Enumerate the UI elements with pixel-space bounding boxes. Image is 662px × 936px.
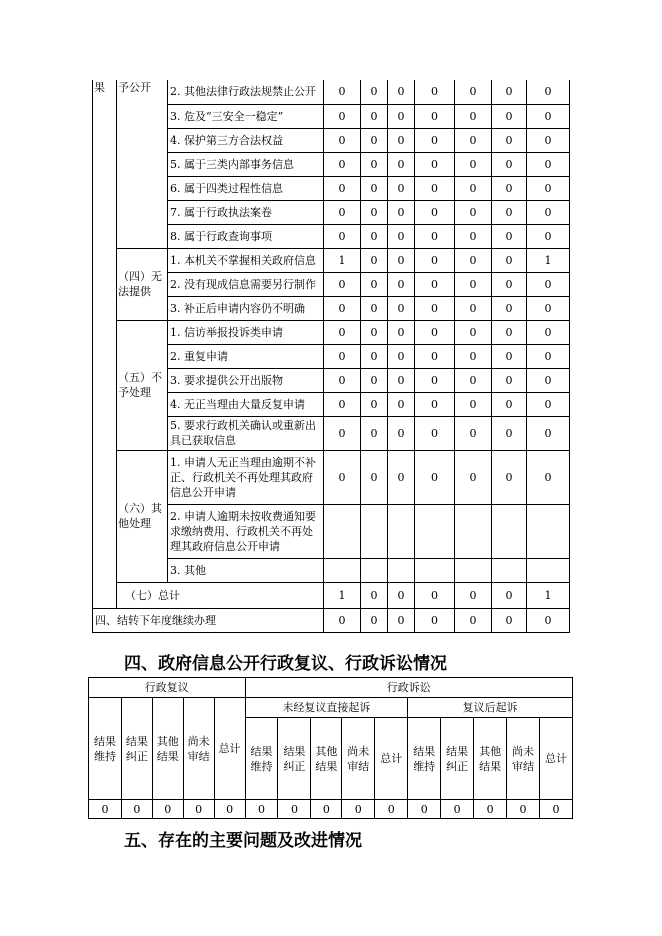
value-cell: 0: [152, 800, 183, 819]
value-cell: [324, 504, 361, 558]
sub4-label: （四）无法提供: [117, 248, 168, 320]
value-cell: [415, 558, 455, 582]
value-cell: 0: [388, 392, 415, 416]
value-cell: 0: [311, 800, 342, 819]
value-cell: 0: [388, 104, 415, 128]
value-cell: 0: [527, 104, 570, 128]
row-label: 1. 申请人无正当理由逾期不补正、行政机关不再处理其政府信息公开申请: [168, 450, 324, 504]
value-cell: 0: [455, 344, 492, 368]
direct-col-other: 其他结果: [311, 718, 342, 800]
sub6-label: （六）其他处理: [117, 450, 168, 582]
total-row: [93, 582, 570, 608]
value-cell: 0: [455, 176, 492, 200]
value-cell: 0: [492, 582, 527, 608]
value-cell: 0: [455, 80, 492, 104]
value-cell: 0: [324, 320, 361, 344]
value-cell: 0: [455, 582, 492, 608]
value-cell: 0: [527, 128, 570, 152]
direct-col-maintain: 结果维持: [245, 718, 278, 800]
review-col-maintain: 结果维持: [89, 698, 122, 800]
value-cell: 0: [388, 272, 415, 296]
value-cell: 0: [324, 344, 361, 368]
value-cell: 0: [388, 176, 415, 200]
value-cell: 0: [415, 368, 455, 392]
table-row: [93, 80, 570, 104]
value-cell: [324, 558, 361, 582]
value-cell: [527, 558, 570, 582]
value-cell: 0: [455, 416, 492, 450]
value-cell: 0: [408, 800, 441, 819]
value-cell: [361, 504, 388, 558]
table-row: [93, 450, 570, 504]
value-cell: 0: [492, 80, 527, 104]
value-cell: 0: [492, 392, 527, 416]
value-cell: 0: [388, 200, 415, 224]
value-cell: 0: [415, 248, 455, 272]
carry-over-label: 四、结转下年度继续办理: [93, 608, 324, 632]
value-cell: 0: [455, 104, 492, 128]
row-label: 4. 保护第三方合法权益: [168, 128, 324, 152]
value-cell: 0: [415, 582, 455, 608]
value-cell: 0: [441, 800, 474, 819]
value-cell: 0: [324, 416, 361, 450]
value-cell: 0: [324, 392, 361, 416]
value-cell: 0: [507, 800, 540, 819]
value-cell: 0: [415, 344, 455, 368]
after-col-total: 总计: [540, 718, 573, 800]
value-cell: 0: [455, 248, 492, 272]
row-label: 2. 其他法律行政法规禁止公开: [168, 80, 324, 104]
value-cell: 0: [342, 800, 375, 819]
direct-col-pending: 尚未审结: [342, 718, 375, 800]
value-cell: 0: [527, 224, 570, 248]
value-cell: 0: [324, 296, 361, 320]
value-cell: 0: [492, 368, 527, 392]
review-litigation-table: [88, 677, 573, 819]
direct-col-total: 总计: [375, 718, 408, 800]
value-cell: 0: [415, 128, 455, 152]
value-cell: 0: [455, 128, 492, 152]
value-cell: 0: [361, 152, 388, 176]
value-cell: 0: [527, 80, 570, 104]
row-label: 2. 重复申请: [168, 344, 324, 368]
row-label: 6. 属于四类过程性信息: [168, 176, 324, 200]
value-cell: 0: [361, 248, 388, 272]
value-cell: 0: [415, 320, 455, 344]
value-cell: 0: [527, 416, 570, 450]
value-cell: 0: [415, 608, 455, 632]
value-cell: 1: [527, 582, 570, 608]
value-cell: 0: [527, 272, 570, 296]
value-cell: 0: [415, 176, 455, 200]
value-cell: 0: [492, 344, 527, 368]
value-cell: [415, 504, 455, 558]
value-cell: 0: [388, 582, 415, 608]
value-cell: 0: [492, 450, 527, 504]
value-cell: 0: [361, 392, 388, 416]
litigation-header: 行政诉讼: [245, 678, 572, 698]
value-cell: 0: [492, 176, 527, 200]
value-cell: 0: [492, 248, 527, 272]
section4-title: 四、政府信息公开行政复议、行政诉讼情况: [124, 654, 447, 674]
value-cell: 0: [278, 800, 311, 819]
value-cell: 0: [527, 344, 570, 368]
sub3-label: 予公开: [117, 80, 168, 248]
carry-over-row: [93, 608, 570, 632]
value-cell: 0: [455, 320, 492, 344]
value-cell: 1: [324, 248, 361, 272]
direct-col-correct: 结果纠正: [278, 718, 311, 800]
value-cell: [492, 504, 527, 558]
value-cell: [492, 558, 527, 582]
value-cell: 0: [324, 608, 361, 632]
value-cell: 0: [455, 450, 492, 504]
value-cell: 0: [388, 368, 415, 392]
value-cell: [455, 504, 492, 558]
row-label: 5. 属于三类内部事务信息: [168, 152, 324, 176]
value-cell: 0: [492, 128, 527, 152]
value-cell: 0: [361, 344, 388, 368]
after-review-header: 复议后起诉: [408, 698, 573, 718]
value-cell: 0: [361, 320, 388, 344]
after-col-maintain: 结果维持: [408, 718, 441, 800]
section5-title: 五、存在的主要问题及改进情况: [124, 831, 362, 851]
value-cell: 0: [492, 152, 527, 176]
value-cell: [388, 558, 415, 582]
review-col-pending: 尚未审结: [183, 698, 214, 800]
value-cell: 0: [324, 224, 361, 248]
value-cell: [388, 504, 415, 558]
value-cell: 0: [388, 296, 415, 320]
value-cell: 0: [361, 128, 388, 152]
value-cell: 0: [361, 608, 388, 632]
value-cell: 0: [361, 224, 388, 248]
value-cell: 0: [415, 224, 455, 248]
value-cell: 0: [89, 800, 122, 819]
value-cell: 0: [388, 608, 415, 632]
value-cell: 0: [455, 200, 492, 224]
value-cell: 0: [388, 416, 415, 450]
row-label: 2. 申请人逾期未按收费通知要求缴纳费用、行政机关不再处理其政府信息公开申请: [168, 504, 324, 558]
table-row: [89, 800, 573, 819]
review-col-correct: 结果纠正: [121, 698, 152, 800]
value-cell: 0: [361, 296, 388, 320]
value-cell: 0: [324, 104, 361, 128]
value-cell: 0: [361, 200, 388, 224]
value-cell: 0: [388, 224, 415, 248]
value-cell: 0: [415, 80, 455, 104]
value-cell: 0: [388, 344, 415, 368]
row-label: 2. 没有现成信息需要另行制作: [168, 272, 324, 296]
value-cell: 0: [455, 296, 492, 320]
value-cell: 0: [361, 368, 388, 392]
value-cell: 0: [527, 176, 570, 200]
value-cell: 0: [455, 608, 492, 632]
value-cell: 0: [415, 104, 455, 128]
value-cell: 0: [388, 152, 415, 176]
value-cell: 0: [527, 200, 570, 224]
value-cell: 0: [324, 272, 361, 296]
value-cell: 0: [388, 128, 415, 152]
value-cell: 0: [492, 104, 527, 128]
value-cell: 0: [527, 608, 570, 632]
application-handling-table: [92, 80, 570, 633]
row-label: 7. 属于行政执法案卷: [168, 200, 324, 224]
value-cell: 0: [361, 80, 388, 104]
value-cell: 0: [527, 152, 570, 176]
review-header: 行政复议: [89, 678, 246, 698]
table-row: [93, 248, 570, 272]
value-cell: 1: [324, 582, 361, 608]
row-label: 1. 本机关不掌握相关政府信息: [168, 248, 324, 272]
value-cell: 0: [415, 152, 455, 176]
value-cell: 0: [492, 416, 527, 450]
value-cell: 0: [527, 450, 570, 504]
value-cell: 0: [527, 296, 570, 320]
value-cell: 0: [361, 450, 388, 504]
review-col-other: 其他结果: [152, 698, 183, 800]
row-label: 4. 无正当理由大量反复申请: [168, 392, 324, 416]
direct-suit-header: 未经复议直接起诉: [245, 698, 408, 718]
row-label: 3. 要求提供公开出版物: [168, 368, 324, 392]
value-cell: 0: [455, 272, 492, 296]
row-label: 8. 属于行政查询事项: [168, 224, 324, 248]
value-cell: 1: [527, 248, 570, 272]
value-cell: 0: [121, 800, 152, 819]
value-cell: 0: [245, 800, 278, 819]
value-cell: 0: [527, 392, 570, 416]
sub5-label: （五）不予处理: [117, 320, 168, 450]
value-cell: 0: [415, 272, 455, 296]
value-cell: 0: [324, 368, 361, 392]
value-cell: 0: [214, 800, 245, 819]
value-cell: 0: [415, 296, 455, 320]
value-cell: 0: [474, 800, 507, 819]
value-cell: 0: [388, 450, 415, 504]
value-cell: 0: [361, 176, 388, 200]
value-cell: 0: [455, 368, 492, 392]
value-cell: 0: [492, 296, 527, 320]
after-col-pending: 尚未审结: [507, 718, 540, 800]
table-row: [93, 320, 570, 344]
value-cell: 0: [361, 104, 388, 128]
row-label: 3. 补正后申请内容仍不明确: [168, 296, 324, 320]
value-cell: 0: [361, 416, 388, 450]
review-col-total: 总计: [214, 698, 245, 800]
value-cell: [455, 558, 492, 582]
value-cell: 0: [492, 272, 527, 296]
value-cell: 0: [455, 392, 492, 416]
row-label: 3. 其他: [168, 558, 324, 582]
value-cell: [527, 504, 570, 558]
value-cell: 0: [455, 152, 492, 176]
row-label: 5. 要求行政机关确认或重新出具已获取信息: [168, 416, 324, 450]
value-cell: 0: [324, 152, 361, 176]
value-cell: 0: [324, 176, 361, 200]
value-cell: 0: [492, 320, 527, 344]
value-cell: 0: [388, 320, 415, 344]
value-cell: 0: [324, 80, 361, 104]
result-category-cell: 果: [93, 80, 117, 608]
value-cell: 0: [540, 800, 573, 819]
value-cell: [361, 558, 388, 582]
value-cell: 0: [415, 392, 455, 416]
value-cell: 0: [375, 800, 408, 819]
value-cell: 0: [324, 450, 361, 504]
value-cell: 0: [455, 224, 492, 248]
value-cell: 0: [492, 200, 527, 224]
value-cell: 0: [324, 128, 361, 152]
row-label: 3. 危及“三安全一稳定”: [168, 104, 324, 128]
value-cell: 0: [492, 608, 527, 632]
value-cell: 0: [527, 320, 570, 344]
after-col-correct: 结果纠正: [441, 718, 474, 800]
value-cell: 0: [183, 800, 214, 819]
value-cell: 0: [415, 416, 455, 450]
total-label: （七）总计: [117, 582, 324, 608]
after-col-other: 其他结果: [474, 718, 507, 800]
value-cell: 0: [415, 200, 455, 224]
value-cell: 0: [415, 450, 455, 504]
value-cell: 0: [361, 272, 388, 296]
value-cell: 0: [361, 582, 388, 608]
value-cell: 0: [492, 224, 527, 248]
value-cell: 0: [324, 200, 361, 224]
value-cell: 0: [388, 80, 415, 104]
row-label: 1. 信访举报投诉类申请: [168, 320, 324, 344]
value-cell: 0: [527, 368, 570, 392]
value-cell: 0: [388, 248, 415, 272]
